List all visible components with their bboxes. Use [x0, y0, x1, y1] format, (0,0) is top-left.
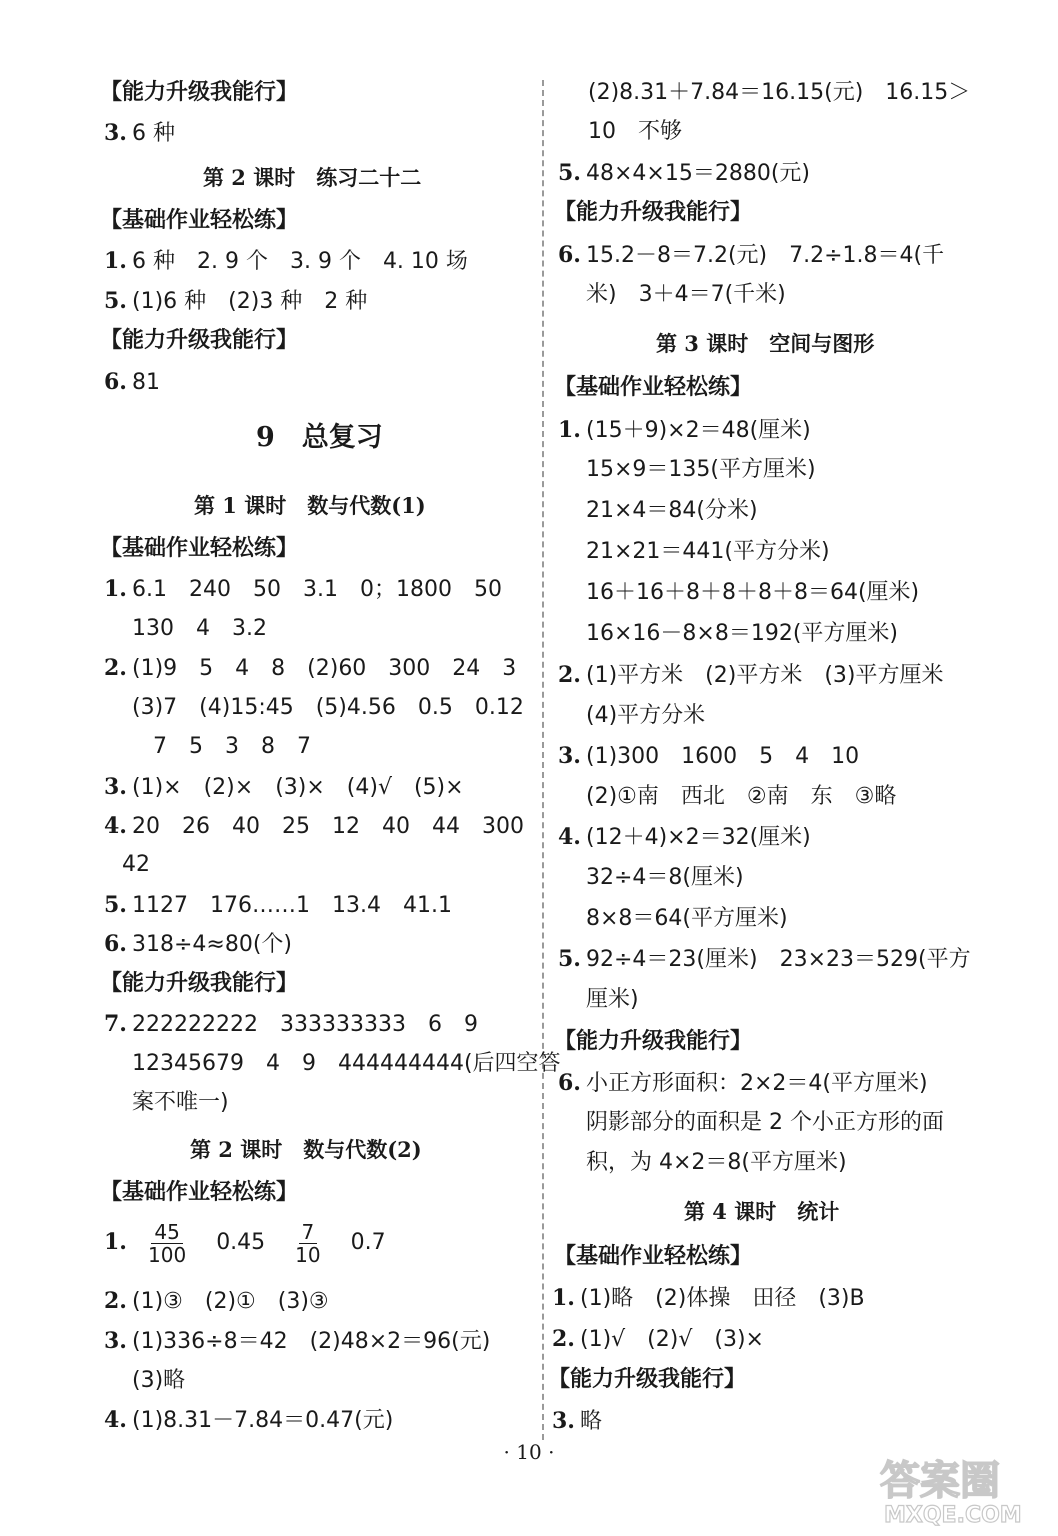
section-header: 【能力升级我能行】: [548, 1367, 747, 1392]
answer-continuation: 米) 3＋4＝7(千米): [586, 282, 786, 307]
answer-item: 4. 20 26 40 25 12 40 44 300: [104, 813, 524, 839]
page-number: · 10 ·: [503, 1440, 555, 1464]
answer-item: 5. 92÷4＝23(厘米) 23×23＝529(平方: [558, 946, 971, 972]
answer-item: 6. 15.2－8＝7.2(元) 7.2÷1.8＝4(千: [558, 242, 945, 268]
answer-continuation: (2)①南 西北 ②南 东 ③略: [586, 784, 897, 809]
answer-continuation: 12345679 4 9 444444444(后四空答: [132, 1051, 561, 1076]
lesson-title: 第 2 课时 数与代数(2): [190, 1137, 422, 1162]
answer-item: 2. (1)9 5 4 8 (2)60 300 24 3: [104, 655, 517, 681]
section-header: 【能力升级我能行】: [100, 971, 299, 996]
section-header: 【能力升级我能行】: [554, 1029, 753, 1054]
answer-continuation: (3)略: [132, 1368, 186, 1393]
answer-item: 1. (1)略 (2)体操 田径 (3)B: [552, 1285, 865, 1311]
answer-item: 3. (1)× (2)× (3)× (4)√ (5)×: [104, 774, 464, 800]
answer-continuation: 32÷4＝8(厘米): [586, 865, 744, 890]
answer-item: 6. 318÷4≈80(个): [104, 931, 293, 957]
section-header: 【基础作业轻松练】: [100, 208, 299, 233]
watermark-logo-text: 答案圈: [880, 1458, 1000, 1504]
fraction: $\frac{45}{100}$: [148, 1219, 187, 1267]
answer-item: 5. 48×4×15＝2880(元): [558, 160, 811, 186]
lesson-title: 第 4 课时 统计: [684, 1199, 840, 1224]
lesson-title: 第 1 课时 数与代数(1): [194, 493, 426, 518]
answer-continuation: 阴影部分的面积是 2 个小正方形的面: [586, 1110, 944, 1135]
answer-item: 5. 1127 176……1 13.4 41.1: [104, 892, 452, 918]
answer-continuation: 案不唯一): [132, 1090, 229, 1115]
chapter-title: 9 总复习: [256, 422, 383, 453]
answer-item: 2. (1)③ (2)① (3)③: [104, 1288, 329, 1314]
watermark-logo: [876, 1452, 1046, 1528]
section-header: 【基础作业轻松练】: [554, 1244, 753, 1269]
answer-continuation: 21×4＝84(分米): [586, 498, 758, 523]
answer-continuation: 10 不够: [588, 119, 682, 144]
answer-item: 2. (1)√ (2)√ (3)×: [552, 1326, 764, 1352]
section-header: 【基础作业轻松练】: [554, 375, 753, 400]
section-header: 【能力升级我能行】: [554, 200, 753, 225]
answer-item: 3. 略: [552, 1408, 603, 1434]
answer-item: 1. 6 种 2. 9 个 3. 9 个 4. 10 场: [104, 248, 468, 274]
section-header: 【能力升级我能行】: [100, 80, 299, 105]
section-header: 【能力升级我能行】: [100, 328, 299, 353]
answer-continuation: (4)平方分米: [586, 703, 706, 728]
answer-continuation: 130 4 3.2: [132, 616, 267, 641]
answer-item: 3. (1)300 1600 5 4 10: [558, 743, 860, 769]
answer-continuation: 21×21＝441(平方分米): [586, 539, 830, 564]
answer-continuation: 16×16－8×8＝192(平方厘米): [586, 621, 899, 646]
answer-continuation: (3)7 (4)15:45 (5)4.56 0.5 0.12: [132, 695, 524, 720]
section-header: 【基础作业轻松练】: [100, 1180, 299, 1205]
answer-item: 5. (1)6 种 (2)3 种 2 种: [104, 288, 368, 314]
column-divider: [542, 80, 544, 1440]
watermark-url-text: MXQE.COM: [884, 1503, 1022, 1528]
lesson-title: 第 3 课时 空间与图形: [656, 331, 875, 356]
answer-continuation: 16＋16＋8＋8＋8＋8＝64(厘米): [586, 580, 920, 605]
fraction: $\frac{7}{10}$: [295, 1219, 321, 1267]
answer-continuation: 8×8＝64(平方厘米): [586, 906, 788, 931]
answer-item: 4. (12＋4)×2＝32(厘米): [558, 824, 811, 850]
answer-continuation: (2)8.31＋7.84＝16.15(元) 16.15＞: [588, 80, 971, 105]
answer-item: 7. 222222222 333333333 6 9: [104, 1011, 478, 1037]
answer-item: 6. 小正方形面积：2×2＝4(平方厘米): [558, 1070, 928, 1096]
answer-item: 1. 6.1 240 50 3.1 0；1800 50: [104, 576, 502, 602]
lesson-title: 第 2 课时 练习二十二: [203, 165, 422, 190]
answer-item: 1. $\frac{45}{100}$ 0.45 $\frac{7}{10}$ 0.7: [104, 1219, 386, 1267]
answer-item: 6. 81: [104, 369, 160, 395]
answer-item: 3. 6 种: [104, 120, 175, 146]
answer-continuation: 厘米): [586, 987, 639, 1012]
answer-item: 3. (1)336÷8＝42 (2)48×2＝96(元): [104, 1328, 491, 1354]
answer-continuation: 积，为 4×2＝8(平方厘米): [586, 1150, 847, 1175]
answer-continuation: 15×9＝135(平方厘米): [586, 457, 816, 482]
section-header: 【基础作业轻松练】: [100, 536, 299, 561]
answer-continuation: 42: [122, 852, 150, 877]
answer-item: 2. (1)平方米 (2)平方米 (3)平方厘米: [558, 662, 944, 688]
answer-continuation: 7 5 3 8 7: [153, 734, 311, 759]
answer-item: 1. (15＋9)×2＝48(厘米): [558, 417, 811, 443]
answer-item: 4. (1)8.31－7.84＝0.47(元): [104, 1407, 394, 1433]
